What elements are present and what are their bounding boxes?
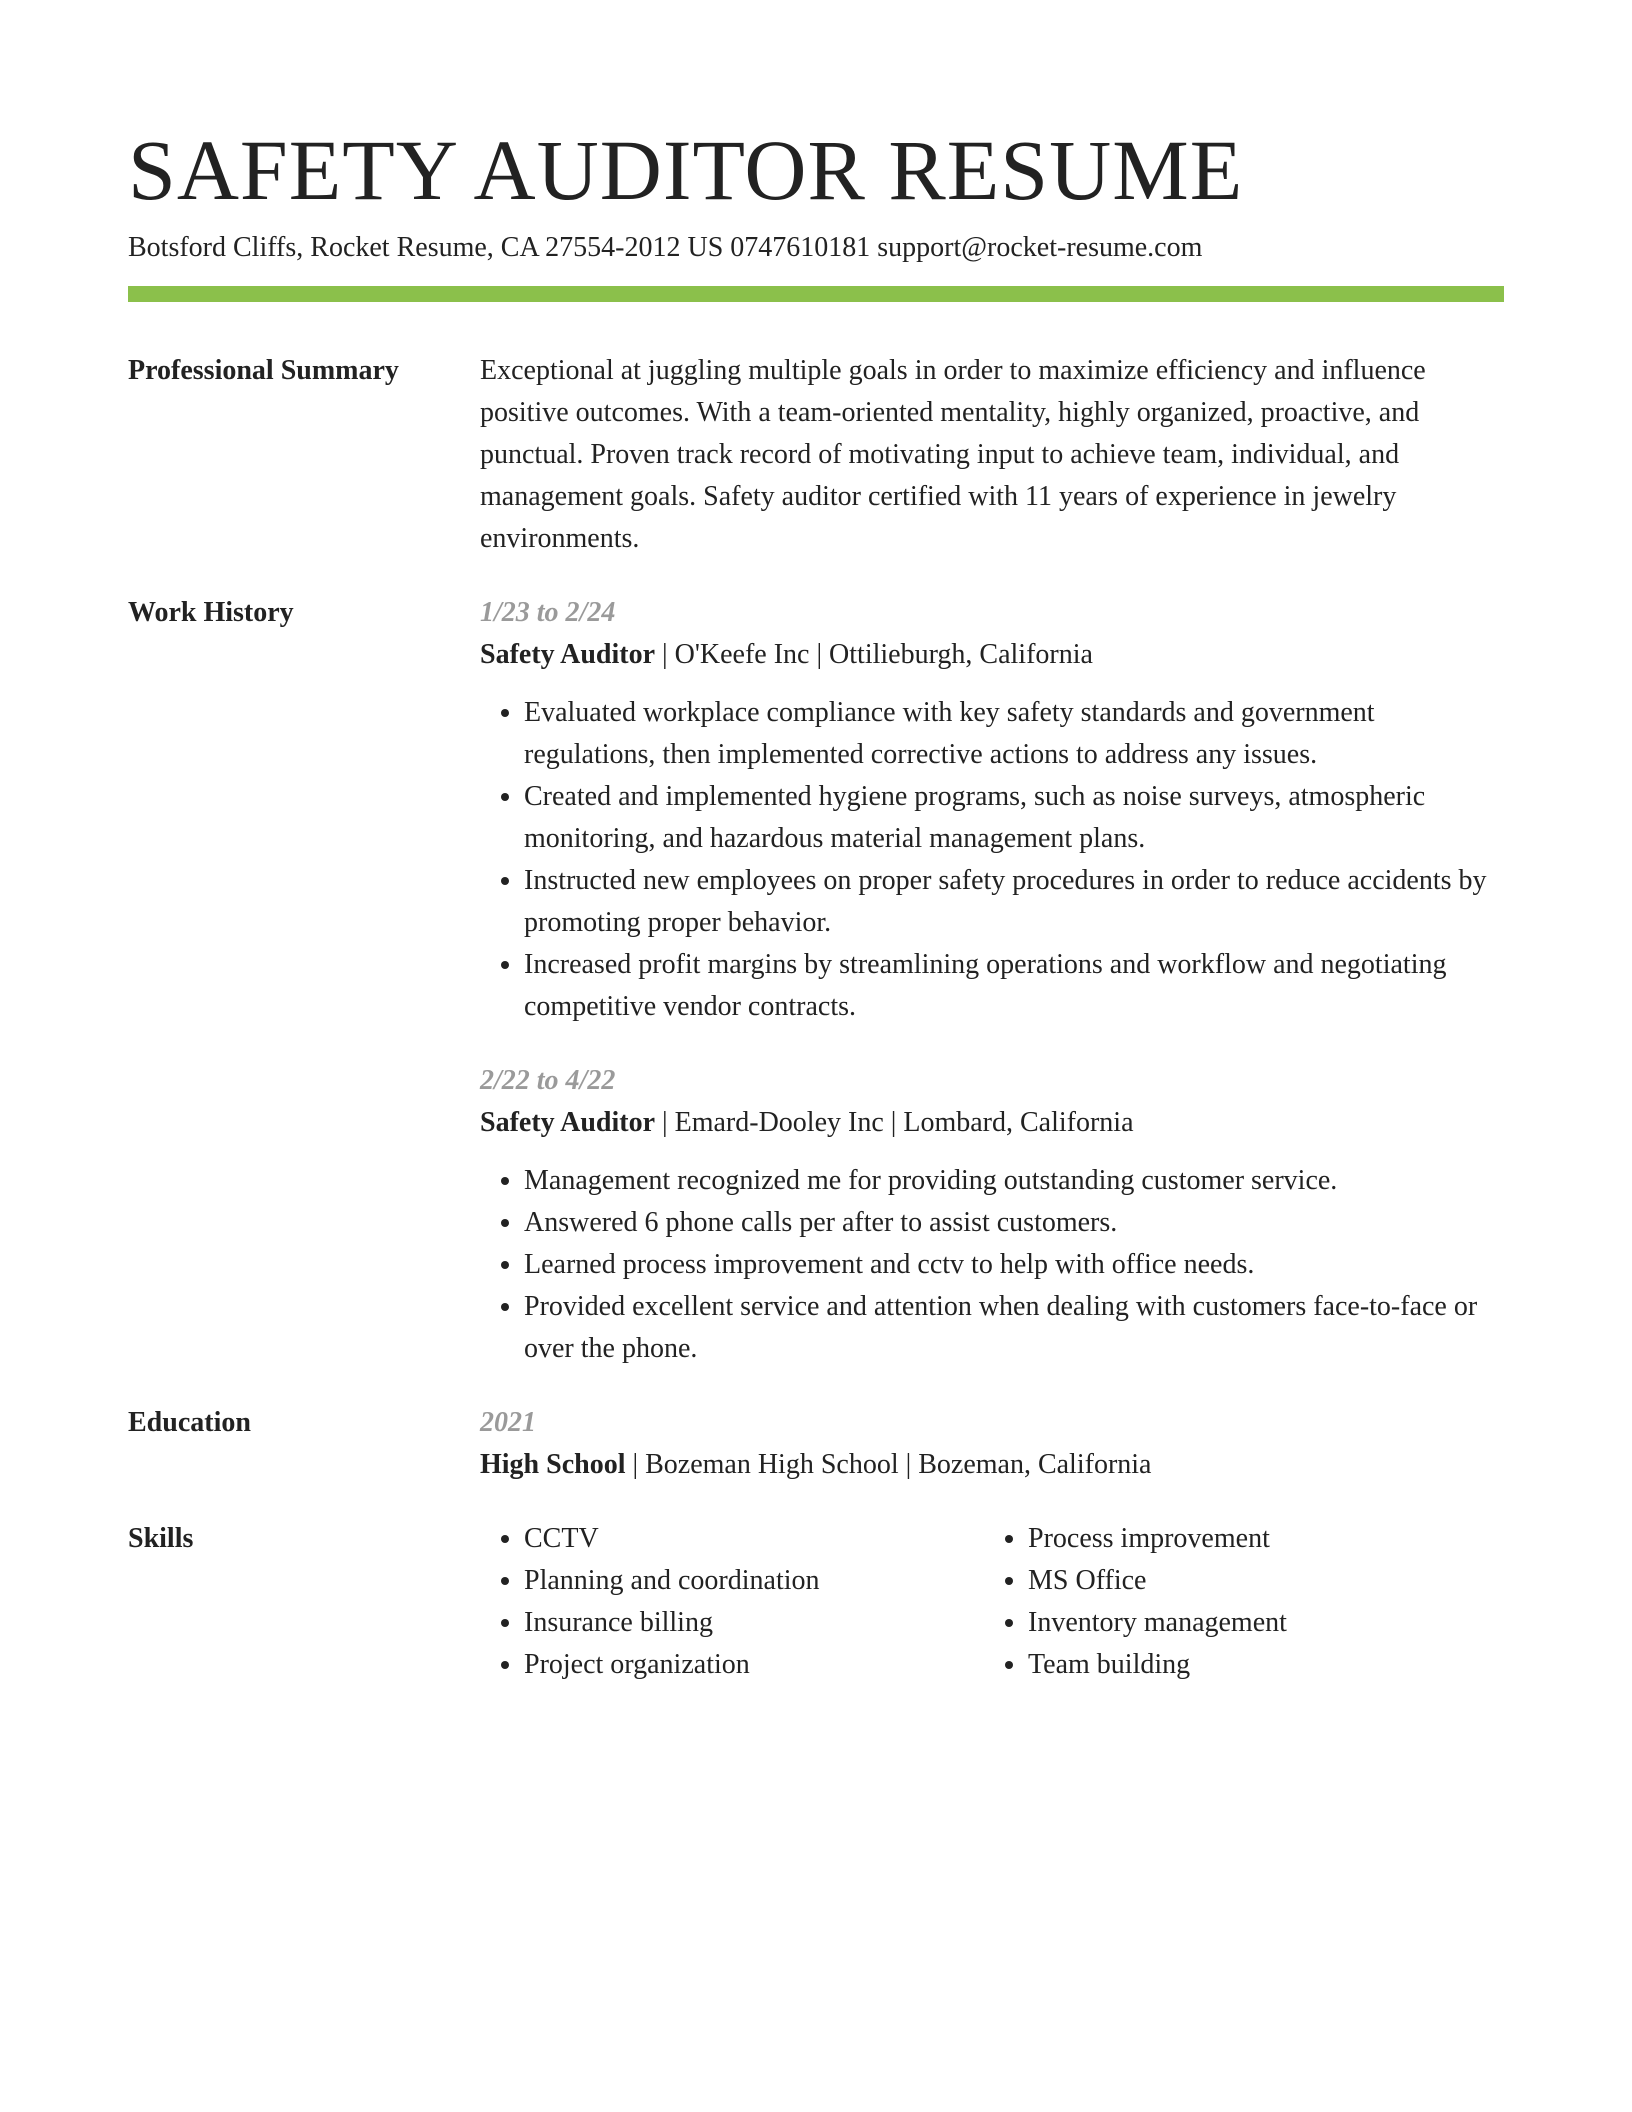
job-title-line (480, 1102, 1504, 1144)
list-item: • Created and implemented hygiene programs, such as noise surveys, atmospheric monitoring, and hazardous material management plans. (524, 776, 1504, 860)
work-history-body (480, 592, 1504, 1370)
skill-item: • Process improvement (1028, 1518, 1488, 1560)
job-title: Safety Auditor (480, 639, 655, 670)
job-bullets (480, 1160, 1504, 1370)
section-label: Skills (128, 1523, 194, 1554)
skill-item: • MS Office (1028, 1560, 1488, 1602)
skill-item: • Inventory management (1028, 1602, 1488, 1644)
job-bullets (480, 692, 1504, 1028)
job-details: | Emard-Dooley Inc | Lombard, California (655, 1107, 1134, 1138)
section-label: Education (128, 1407, 251, 1438)
skill-item: • Insurance billing (524, 1602, 984, 1644)
section-label: Professional Summary (128, 355, 399, 386)
list-item: • Instructed new employees on proper safety procedures in order to reduce accidents by promoting proper behavior. (524, 860, 1504, 944)
list-item: • Answered 6 phone calls per after to assist customers. (524, 1202, 1504, 1244)
job-entry (480, 1060, 1504, 1370)
job-date: 2/22 to 4/22 (480, 1065, 616, 1096)
list-item: • Increased profit margins by streamlining operations and workflow and negotiating competitive vendor contracts. (524, 944, 1504, 1028)
contact-line: Botsford Cliffs, Rocket Resume, CA 27554-2012 US 0747610181 support@rocket-resume.com (128, 232, 1203, 263)
list-item: • Management recognized me for providing outstanding customer service. (524, 1160, 1504, 1202)
skill-item: • Team building (1028, 1644, 1488, 1686)
skill-item: • Project organization (524, 1644, 984, 1686)
section-education (128, 1402, 1504, 1486)
education-details: | Bozeman High School | Bozeman, California (625, 1449, 1152, 1480)
resume-title: SAFETY AUDITOR RESUME (128, 122, 1244, 218)
summary-text: Exceptional at juggling multiple goals in order to maximize efficiency and influence positive outcomes. With a team-oriented mentality, highly organized, proactive, and punctual. Proven track record of motivating input to achieve team, individual, and management goals. Safety auditor certified with 11 years of experience in jewelry environments. (480, 355, 1426, 554)
job-entry (480, 592, 1504, 1028)
skills-column-right (984, 1518, 1488, 1686)
skills-grid (480, 1518, 1504, 1686)
education-body (480, 1402, 1504, 1486)
skill-item: • Planning and coordination (524, 1560, 984, 1602)
education-line (480, 1444, 1504, 1486)
skill-item: • CCTV (524, 1518, 984, 1560)
section-professional-summary (128, 350, 1504, 560)
education-date: 2021 (480, 1407, 536, 1438)
education-degree: High School (480, 1449, 626, 1480)
job-details: | O'Keefe Inc | Ottilieburgh, California (655, 639, 1093, 670)
skills-column-left (480, 1518, 984, 1686)
list-item: • Evaluated workplace compliance with key safety standards and government regulations, then implemented corrective actions to address any issues. (524, 692, 1504, 776)
section-work-history (128, 592, 1504, 1370)
section-skills (128, 1518, 1504, 1686)
skills-body (480, 1518, 1504, 1686)
job-title-line (480, 634, 1504, 676)
accent-rule (128, 286, 1504, 302)
job-date: 1/23 to 2/24 (480, 597, 616, 628)
section-label: Work History (128, 597, 294, 628)
list-item: • Learned process improvement and cctv to help with office needs. (524, 1244, 1504, 1286)
job-title: Safety Auditor (480, 1107, 655, 1138)
resume-page (128, 120, 1504, 1686)
list-item: • Provided excellent service and attention when dealing with customers face-to-face or over the phone. (524, 1286, 1504, 1370)
